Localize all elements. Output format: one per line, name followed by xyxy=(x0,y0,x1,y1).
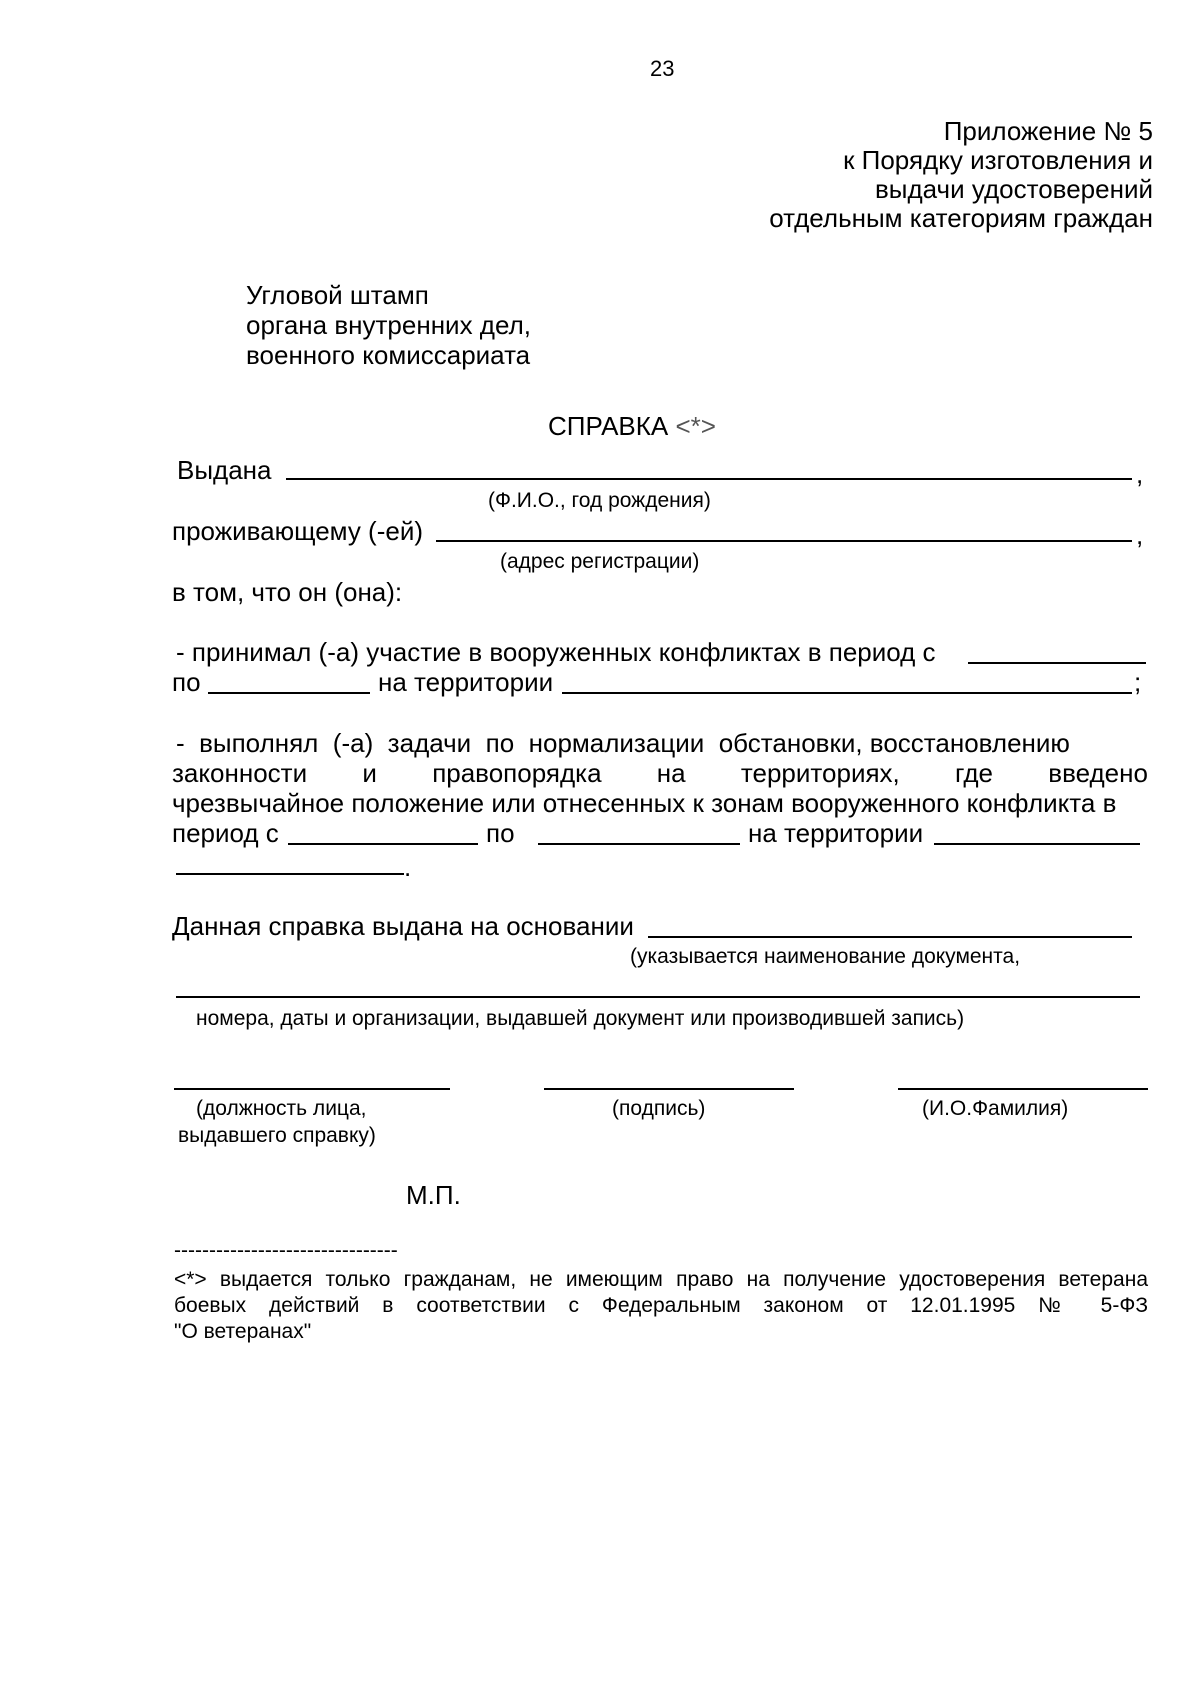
word-7: введено xyxy=(1048,758,1148,788)
basis-hint-1: (указывается наименование документа, xyxy=(630,945,1021,968)
appendix-line-3: выдачи удостоверений xyxy=(874,174,1153,204)
fio-line xyxy=(286,478,1132,480)
stamp-line-3: военного комиссариата xyxy=(246,340,531,370)
stamp-line-1: Угловой штамп xyxy=(246,280,429,310)
clause2-territory-line xyxy=(934,843,1140,845)
clause2-end: . xyxy=(404,852,412,882)
signature-line xyxy=(544,1088,794,1090)
title-text: СПРАВКА xyxy=(548,411,669,441)
clause2-territory-label: на территории xyxy=(748,818,924,848)
document-title xyxy=(548,411,716,441)
footnote-separator: -------------------------------- xyxy=(174,1239,398,1262)
clause1-from-line xyxy=(968,662,1146,664)
clause2-from-line xyxy=(288,843,478,845)
position-line xyxy=(174,1088,450,1090)
clause1-to-label: по xyxy=(172,667,201,697)
footnote-line-1: <*> выдается только гражданам, не имеющим право на получение удостоверения ветерана xyxy=(174,1268,1148,1291)
address-line xyxy=(436,540,1132,542)
clause2-line-2 xyxy=(172,758,1148,788)
word-6: где xyxy=(955,758,993,788)
position-hint-2: выдавшего справку) xyxy=(178,1124,376,1147)
word-5: территориях, xyxy=(740,758,900,788)
clause2-period-label: период с xyxy=(172,818,279,848)
clause1-end: ; xyxy=(1134,667,1142,697)
clause2-line-1: - выполнял (-а) задачи по нормализации обстановки, восстановлению xyxy=(176,728,1070,758)
issued-label: Выдана xyxy=(177,455,272,485)
that-label: в том, что он (она): xyxy=(172,577,403,607)
address-comma: , xyxy=(1136,520,1144,550)
clause2-line-3: чрезвычайное положение или отнесенных к зонам вооруженного конфликта в xyxy=(172,788,1117,818)
page-number: 23 xyxy=(650,56,675,81)
basis-line xyxy=(648,936,1132,938)
seal-mark: М.П. xyxy=(406,1180,461,1210)
residing-label: проживающему (-ей) xyxy=(172,516,424,546)
clause2-to-label: по xyxy=(486,818,515,848)
footnote-line-2: боевых действий в соответствии с Федеральным законом от 12.01.1995 № 5-ФЗ xyxy=(174,1294,1148,1317)
word-1: законности xyxy=(172,758,308,788)
word-3: правопорядка xyxy=(432,758,602,788)
basis-label: Данная справка выдана на основании xyxy=(172,911,634,941)
address-hint: (адрес регистрации) xyxy=(500,550,700,573)
appendix-line-1: Приложение № 5 xyxy=(943,116,1153,146)
position-hint-1: (должность лица, xyxy=(196,1097,367,1120)
clause1-territory-line xyxy=(562,692,1132,694)
word-4: на xyxy=(656,758,686,788)
title-footnote-mark: <*> xyxy=(675,411,716,441)
word-2: и xyxy=(362,758,377,788)
footnote-line-3: "О ветеранах" xyxy=(174,1320,312,1343)
clause1-text: - принимал (-а) участие в вооруженных конфликтах в период с xyxy=(176,637,936,667)
clause1-to-line xyxy=(208,692,370,694)
stamp-line-2: органа внутренних дел, xyxy=(246,310,531,340)
appendix-line-2: к Порядку изготовления и xyxy=(843,145,1153,175)
clause1-territory-label: на территории xyxy=(378,667,554,697)
appendix-line-4: отдельным категориям граждан xyxy=(769,203,1153,233)
signature-hint: (подпись) xyxy=(612,1097,706,1120)
name-hint: (И.О.Фамилия) xyxy=(922,1097,1069,1120)
fio-comma: , xyxy=(1136,459,1144,489)
name-line xyxy=(898,1088,1148,1090)
basis-line-2 xyxy=(176,996,1140,998)
fio-hint: (Ф.И.О., год рождения) xyxy=(488,489,711,512)
clause2-line-2-words xyxy=(172,758,1148,788)
clause2-territory-line-2 xyxy=(176,873,404,875)
clause2-to-line xyxy=(538,843,740,845)
basis-hint-2: номера, даты и организации, выдавшей документ или производившей запись) xyxy=(196,1007,965,1030)
